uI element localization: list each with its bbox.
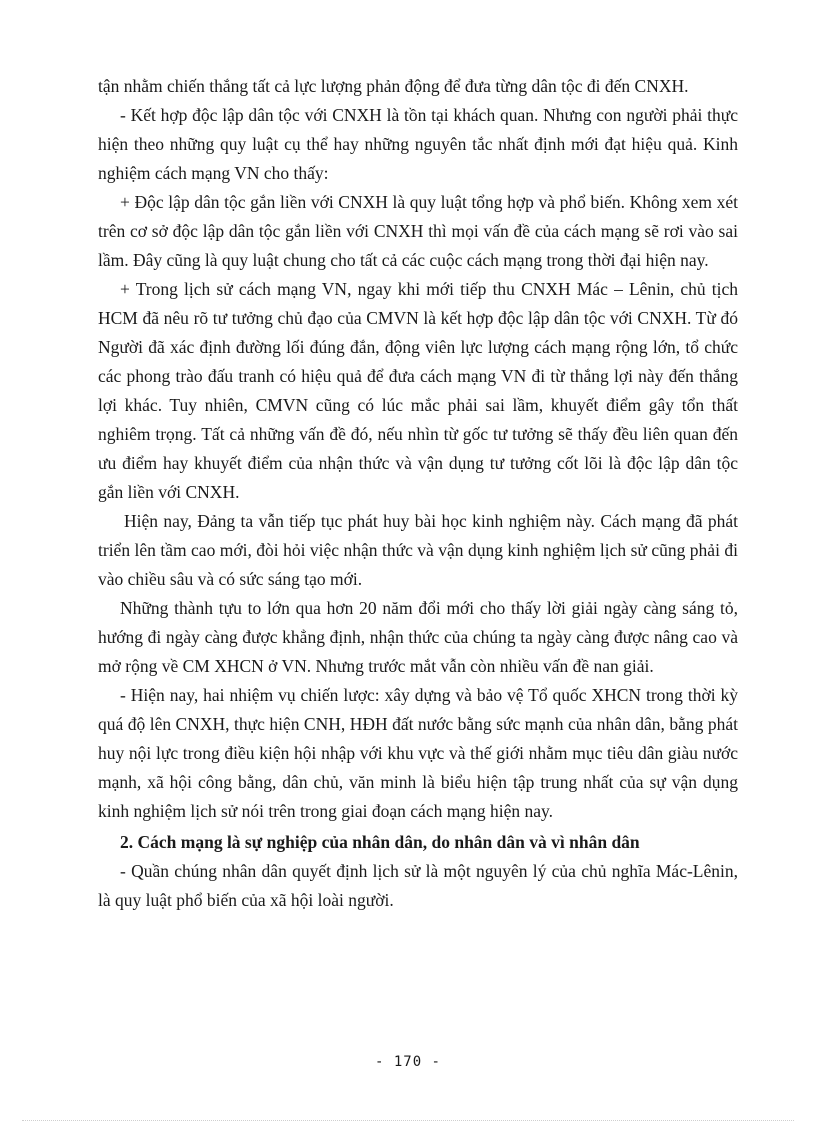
paragraph-nhiem-vu: - Hiện nay, hai nhiệm vụ chiến lược: xây dựng và bảo vệ Tổ quốc XHCN trong thời kỳ quá độ lên CNXH, thực hiện CNH, HĐH đất nước bằng sức mạnh của nhân dân, bằng phát huy nội lực trong điều kiện hội nhập với khu vực và thế giới nhằm mục tiêu dân giàu nước mạnh, xã hội công bằng, dân chủ, văn minh là biểu hiện tập trung nhất của sự vận dụng kinh nghiệm lịch sử nói trên trong giai đoạn cách mạng hiện nay. (98, 685, 738, 821)
paragraph-doc-lap: + Độc lập dân tộc gắn liền với CNXH là quy luật tổng hợp và phổ biến. Không xem xét trên cơ sở độc lập dân tộc gắn liền với CNXH thì mọi vấn đề của cách mạng sẽ rơi vào sai lầm. Đây cũng là quy luật chung cho tất cả các cuộc cách mạng trong thời đại hiện nay. (98, 192, 738, 270)
paragraph-ket-hop: - Kết hợp độc lập dân tộc với CNXH là tồn tại khách quan. Nhưng con người phải thực hiện theo những quy luật cụ thể hay những nguyên tắc nhất định mới đạt hiệu quả. Kinh nghiệm cách mạng VN cho thấy: (98, 105, 738, 183)
page-bottom-divider (22, 1120, 794, 1121)
paragraph-thanh-tuu: Những thành tựu to lớn qua hơn 20 năm đổi mới cho thấy lời giải ngày càng sáng tỏ, hướng đi ngày càng được khẳng định, nhận thức của chúng ta ngày càng được nâng cao và mở rộng về CM XHCN ở VN. Nhưng trước mắt vẫn còn nhiều vấn đề nan giải. (98, 598, 738, 676)
page-number: - 170 - (374, 1054, 441, 1070)
paragraph-continuation: tận nhằm chiến thắng tất cả lực lượng phản động để đưa từng dân tộc đi đến CNXH. (98, 76, 689, 96)
paragraph-quan-chung: - Quần chúng nhân dân quyết định lịch sử là một nguyên lý của chủ nghĩa Mác-Lênin, là quy luật phổ biến của xã hội loài người. (98, 861, 738, 910)
section-heading: 2. Cách mạng là sự nghiệp của nhân dân, do nhân dân và vì nhân dân (120, 832, 640, 852)
page-body (98, 72, 738, 915)
paragraph-hien-nay: Hiện nay, Đảng ta vẫn tiếp tục phát huy bài học kinh nghiệm này. Cách mạng đã phát triển lên tầm cao mới, đòi hỏi việc nhận thức và vận dụng kinh nghiệm lịch sử cũng phải đi vào chiều sâu và có sức sáng tạo mới. (98, 511, 738, 589)
paragraph-lich-su: + Trong lịch sử cách mạng VN, ngay khi mới tiếp thu CNXH Mác – Lênin, chủ tịch HCM đã nêu rõ tư tưởng chủ đạo của CMVN là kết hợp độc lập dân tộc với CNXH. Từ đó Người đã xác định đường lối đúng đắn, động viên lực lượng cách mạng rộng lớn, tổ chức các phong trào đấu tranh có hiệu quả để đưa cách mạng VN đi từ thắng lợi này đến thắng lợi khác. Tuy nhiên, CMVN cũng có lúc mắc phải sai lầm, khuyết điểm gây tổn thất nghiêm trọng. Tất cả những vấn đề đó, nếu nhìn từ gốc tư tưởng sẽ thấy đều liên quan đến ưu điểm hay khuyết điểm của nhận thức và vận dụng tư tưởng cốt lõi là độc lập dân tộc gắn liền với CNXH. (98, 279, 738, 502)
